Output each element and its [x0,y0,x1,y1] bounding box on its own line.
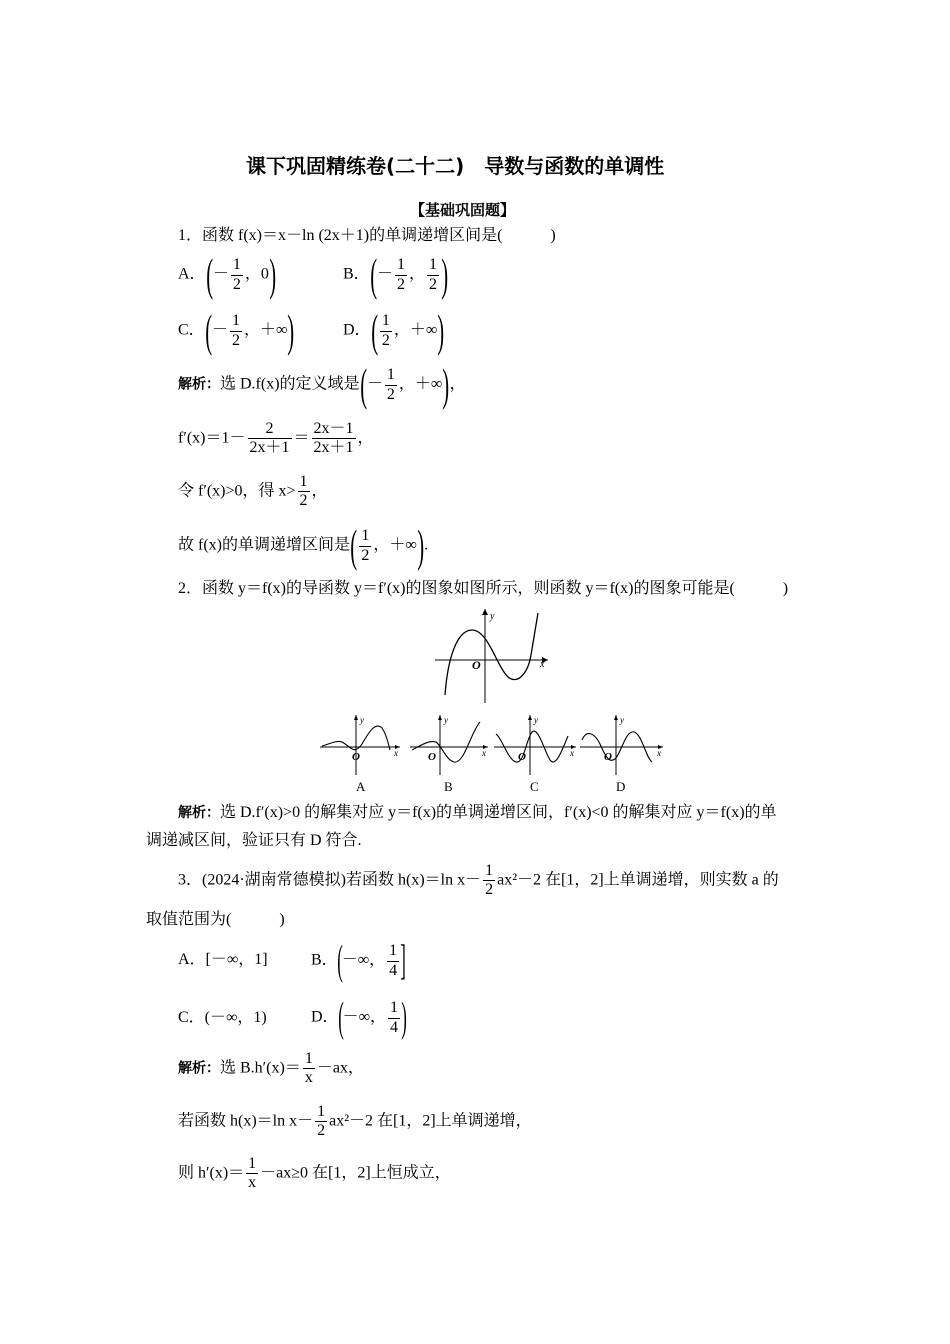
q1-solution-line1: 解析：选 D.f(x)的定义域是(－ $\frac{1}{2}$ ，＋∞)， [178,359,466,410]
x-label: x [540,659,545,670]
q1-solution-line3: 令 f′(x)>0，得 x> $\frac{1}{2}$ ， [178,473,328,510]
q2-stem: 2．函数 y＝f(x)的导函数 y＝f′(x)的图象如图所示，则函数 y＝f(x)的图象可能是( ) [178,580,789,597]
q3-solution-line1: 解析：选 B.h′(x)＝ $\frac{1}{x}$ －ax， [178,1050,364,1087]
q2-graph-d [580,715,663,794]
q3-option-c[interactable]: C．(－∞，1) [178,1009,267,1026]
q1-option-d[interactable]: D．( $\frac{1}{2}$ ，＋∞) [343,305,445,356]
q2-label-c: C [530,779,539,794]
q3-option-a[interactable]: A．[－∞，1] [178,951,268,968]
page-title: 课下巩固精练卷(二十二) 导数与函数的单调性 [246,154,665,178]
q1-option-a[interactable]: A．(－ $\frac{1}{2}$ ，0) [178,249,277,300]
q1-option-b[interactable]: B．(－ $\frac{1}{2}$ ， $\frac{1}{2}$ ) [343,249,449,300]
q3-option-d[interactable]: D．(－∞， $\frac{1}{4}$ ) [311,995,407,1041]
q3-stem-line2: 取值范围为( ) [146,911,285,928]
svg-text:x: x [394,748,398,758]
svg-text:y: y [620,715,624,725]
svg-text:x: x [570,748,574,758]
q2-solution-line2: 调递减区间，验证只有 D 符合. [146,832,362,849]
q3-stem-line1: 3．(2024·湖南常德模拟)若函数 h(x)＝ln x－ $\frac{1}{2}$ ax²－2 在[1，2]上单调递增，则实数 a 的 [178,862,779,899]
svg-text:y: y [360,715,364,725]
q1-solution-line2: f′(x)＝1－ $\frac{2}{2x+1}$ ＝ $\frac{2x-1}{2x+1}$ ， [178,420,374,457]
svg-text:O: O [352,751,360,763]
derivative-curve [445,613,538,695]
q2-label-d: D [616,779,626,794]
svg-text:x: x [657,748,661,758]
svg-text:y: y [534,715,538,725]
q1-option-c[interactable]: C．(－ $\frac{1}{2}$ ，＋∞) [178,305,295,356]
y-label: y [490,611,495,622]
origin-label: O [472,658,481,672]
q2-graph-a [320,715,400,794]
q2-graph-c [494,715,576,794]
q3-solution-line2: 若函数 h(x)＝ln x－ $\frac{1}{2}$ ax²－2 在[1，2]上单调递增， [178,1103,532,1140]
section-heading: 【基础巩固题】 [410,201,516,219]
q2-label-b: B [444,779,453,794]
q1-solution-line4: 故 f(x)的单调递增区间是( $\frac{1}{2}$ ，＋∞). [178,520,429,571]
q1-stem-text: f(x)＝x－ln (2x＋1)的单调递增区间是( ) [238,227,556,244]
q1-stem-number: 1．函数 [178,227,239,244]
svg-text:x: x [482,748,486,758]
y-axis-arrow [482,609,488,615]
q2-derivative-graph [430,605,555,705]
q2-graph-b [410,715,488,794]
q2-option-graphs [318,710,668,795]
svg-text:O: O [518,751,526,763]
q3-option-b[interactable]: B．(－∞， $\frac{1}{4}$ ] [311,938,406,984]
svg-text:O: O [428,751,436,763]
svg-text:O: O [604,751,612,763]
svg-text:y: y [444,715,448,725]
q2-label-a: A [356,779,366,794]
q2-solution-line1: 解析：选 D.f′(x)>0 的解集对应 y＝f(x)的单调递增区间，f′(x)<0 的解集对应 y＝f(x)的单 [178,804,777,821]
q1-stem [178,226,556,246]
q3-solution-line3: 则 h′(x)＝ $\frac{1}{x}$ －ax≥0 在[1，2]上恒成立， [178,1155,451,1192]
